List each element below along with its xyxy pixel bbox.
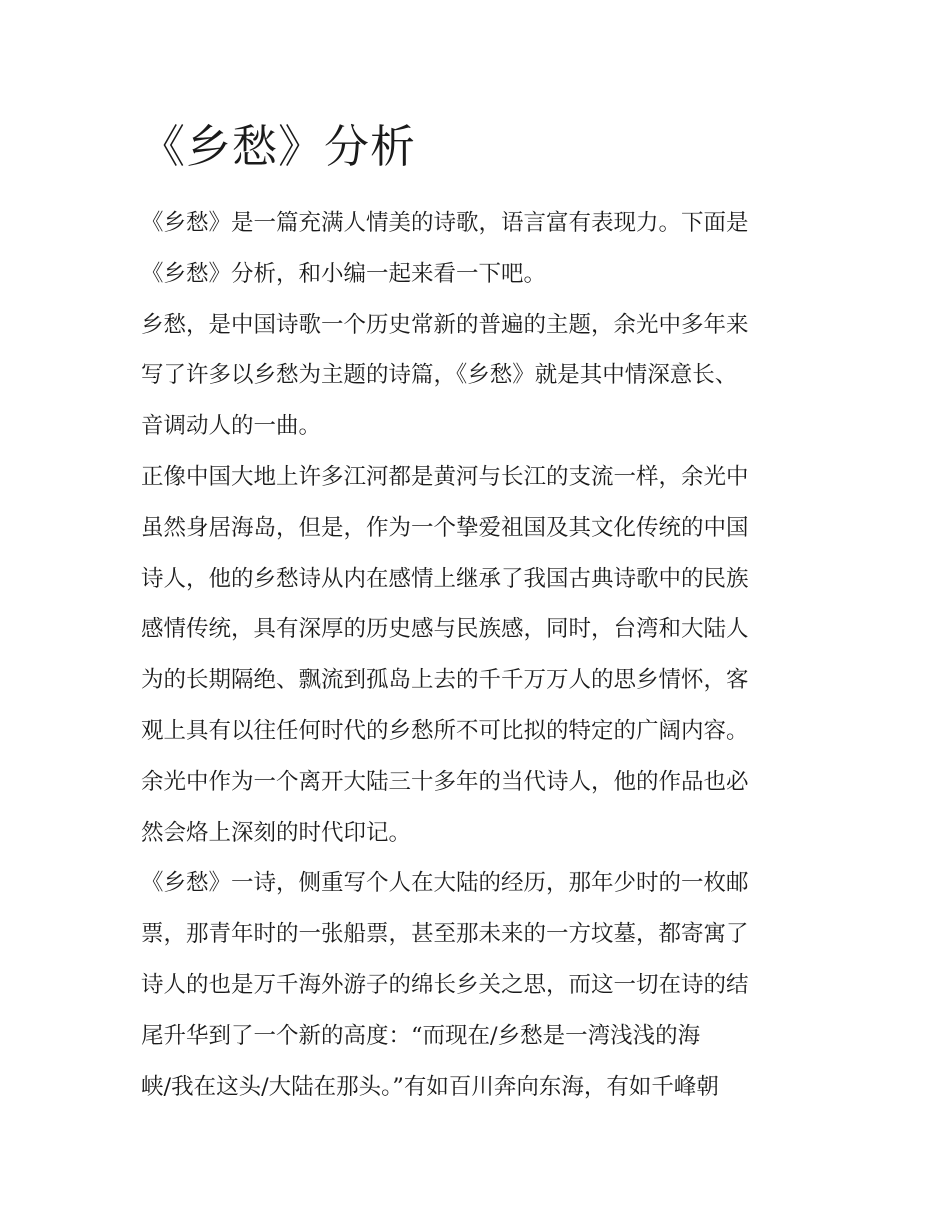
text-line: 乡愁，是中国诗歌一个历史常新的普遍的主题，余光中多年来 xyxy=(141,311,749,338)
text-line: 正像中国大地上许多江河都是黄河与长江的支流一样，余光中 xyxy=(141,463,749,490)
text-line: 票，那青年时的一张船票，甚至那未来的一方坟墓，都寄寓了 xyxy=(141,921,749,948)
text-line: 诗人，他的乡愁诗从内在感情上继承了我国古典诗歌中的民族 xyxy=(141,565,749,592)
text-line: 感情传统，具有深厚的历史感与民族感，同时，台湾和大陆人 xyxy=(141,616,749,643)
paragraph-intro xyxy=(141,198,821,300)
text-line: 《乡愁》分析，和小编一起来看一下吧。 xyxy=(141,260,547,287)
text-line: 音调动人的一曲。 xyxy=(141,413,322,440)
paragraph-theme xyxy=(141,300,821,452)
document-body xyxy=(141,198,821,1112)
text-line: 诗人的也是万千海外游子的绵长乡关之思，而这一切在诗的结 xyxy=(141,971,749,998)
text-line: 尾升华到了一个新的高度：“而现在/乡愁是一湾浅浅的海 xyxy=(141,1022,701,1049)
text-line: 写了许多以乡愁为主题的诗篇，《乡愁》就是其中情深意长、 xyxy=(141,362,738,389)
text-line: 《乡愁》一诗，侧重写个人在大陆的经历，那年少时的一枚邮 xyxy=(141,870,749,897)
text-line: 为的长期隔绝、飘流到孤岛上去的千千万万人的思乡情怀，客 xyxy=(141,667,749,694)
paragraph-context xyxy=(141,452,821,858)
document-title: 《乡愁》分析 xyxy=(140,120,417,173)
text-line: 观上具有以往任何时代的乡愁所不可比拟的特定的广阔内容。 xyxy=(141,717,749,744)
text-line: 峡/我在这头/大陆在那头。”有如百川奔向东海，有如千峰朝 xyxy=(141,1073,719,1100)
text-line: 虽然身居海岛，但是，作为一个挚爱祖国及其文化传统的中国 xyxy=(141,514,749,541)
text-line: 然会烙上深刻的时代印记。 xyxy=(141,819,412,846)
text-line: 余光中作为一个离开大陆三十多年的当代诗人，他的作品也必 xyxy=(141,768,749,795)
paragraph-poem-analysis xyxy=(141,858,821,1112)
text-line: 《乡愁》是一篇充满人情美的诗歌，语言富有表现力。下面是 xyxy=(141,210,749,236)
